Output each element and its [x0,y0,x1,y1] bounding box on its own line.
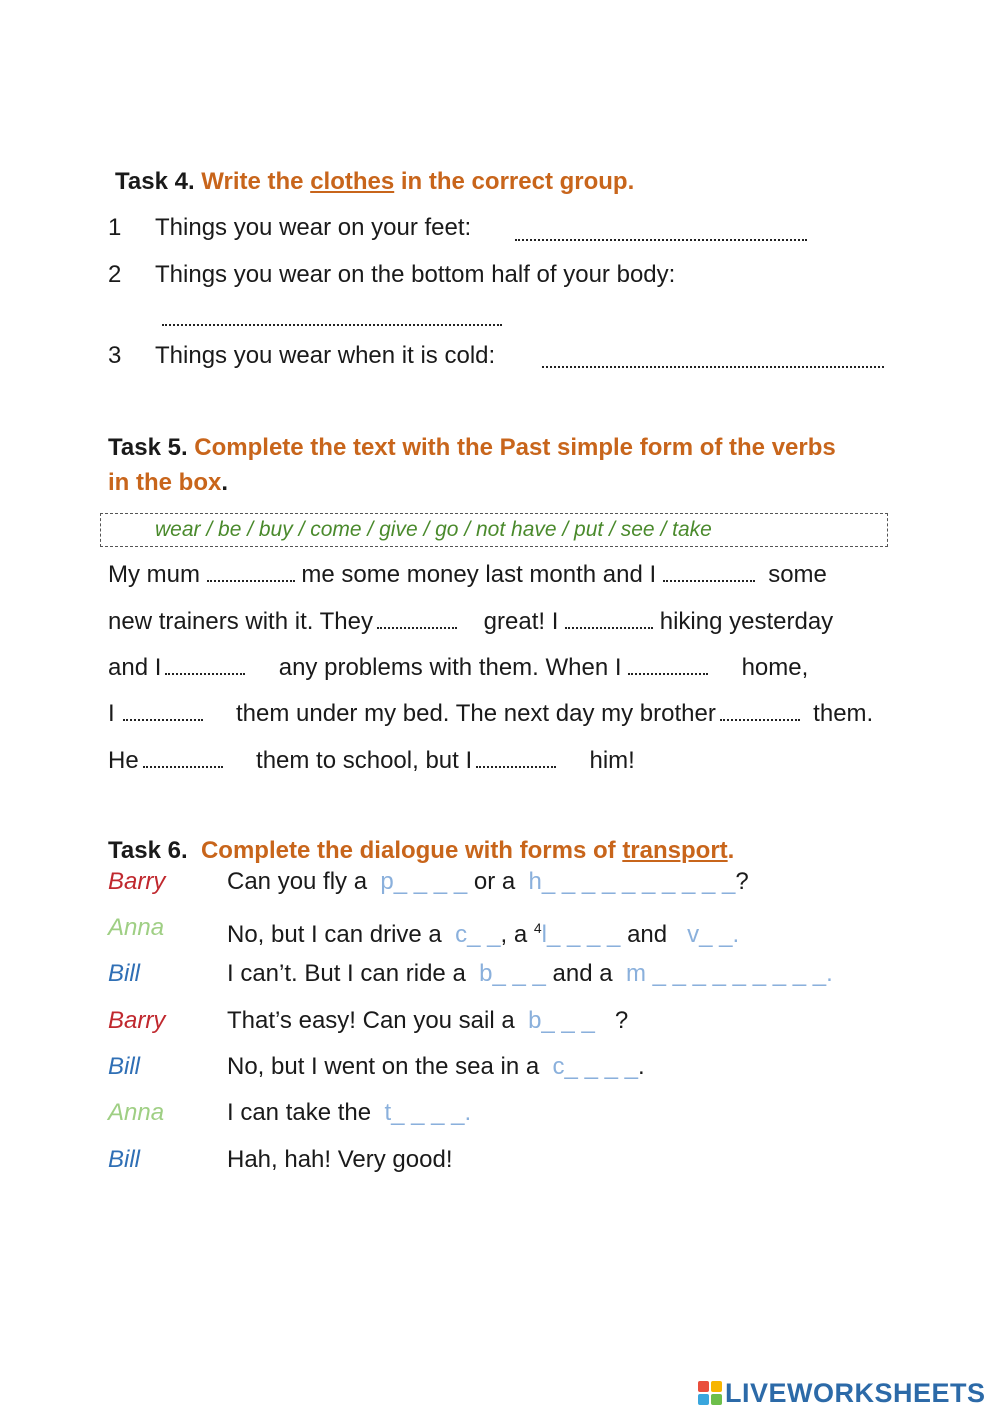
answer-field-car[interactable]: c_ _ [455,921,501,948]
item-text: Things you wear on your feet: [155,214,472,241]
text: I can’t. But I can ride a [227,960,466,987]
verb-blank-6[interactable] [628,657,708,675]
item-text: Things you wear when it is cold: [155,342,496,369]
verb-blank-10[interactable] [476,750,556,768]
answer-field-van[interactable]: v_ _. [687,921,740,948]
dialogue-line-6 [227,1098,471,1128]
task6-keyword: transport [622,837,728,864]
task5-instruction: Complete the text with the Past simple form of the verbs [194,434,836,461]
logo-text: LIVEWORKSHEETS [725,1377,986,1408]
task5-text-line-2 [108,607,833,637]
period: . [727,837,735,864]
speaker-bill: Bill [108,960,141,987]
text: He [108,747,139,774]
verb-blank-9[interactable] [143,750,223,768]
answer-field-motorbike[interactable]: m _ _ _ _ _ _ _ _ _. [625,960,833,987]
text: them. [813,700,874,727]
text: hiking yesterday [659,608,834,635]
verb-blank-1[interactable] [207,564,295,582]
speaker-barry: Barry [108,1007,166,1034]
verb-blank-7[interactable] [123,703,203,721]
task5-text-line-3 [108,653,808,683]
period: . [221,469,229,496]
task5-heading-line2 [108,468,228,498]
verb-blank-3[interactable] [377,611,457,629]
task5-instruction-cont: in the box [108,469,222,496]
dialogue-line-4 [227,1006,628,1036]
answer-field-feet[interactable] [515,239,807,241]
text: and I [108,654,162,681]
text: them to school, but I [256,747,473,774]
liveworksheets-logo [698,1376,986,1410]
text: Hah, hah! Very good! [227,1146,453,1173]
text: No, but I went on the sea in a [227,1053,540,1080]
text: him! [589,747,635,774]
task5-text-line-4 [108,699,873,729]
answer-field-train[interactable]: t_ _ _ _. [384,1099,472,1126]
task5-heading [108,433,836,463]
answer-field-bike[interactable]: b_ _ _ [479,960,546,987]
task4-label: Task 4. [115,168,195,195]
text: home, [741,654,809,681]
dialogue-line-2 [227,913,739,950]
text: . [637,1053,645,1080]
dialogue-line-7 [227,1145,453,1175]
task5-label: Task 5. [108,434,188,461]
answer-field-cold[interactable] [542,366,884,368]
answer-field-plane[interactable]: p_ _ _ _ [380,868,468,895]
answer-field-bottom-half[interactable] [162,324,502,326]
task4-heading [115,167,634,197]
text: or a [473,868,516,895]
text: new trainers with it. They [108,608,373,635]
text: ? [614,1007,629,1034]
answer-field-boat[interactable]: b_ _ _ [528,1007,595,1034]
task5-text-line-5 [108,746,635,776]
text: and a [552,960,613,987]
task6-instruction: Complete the dialogue with forms of [200,837,616,864]
logo-icon [698,1381,722,1405]
text: me some money last month and I [301,561,657,588]
text: No, but I can drive a [227,921,442,948]
item-number: 1 [108,214,122,241]
text: ? [735,868,749,895]
task6-heading [108,836,734,866]
task6-label: Task 6. [108,837,188,864]
text: some [768,561,827,588]
answer-field-lorry[interactable]: l_ _ _ _ [541,921,621,948]
speaker-bill: Bill [108,1053,141,1080]
answer-field-canoe[interactable]: c_ _ _ _ [552,1053,638,1080]
dialogue-line-5 [227,1052,645,1082]
task4-keyword: clothes [310,168,395,195]
item-number: 3 [108,342,122,369]
text: Can you fly a [227,868,368,895]
verb-blank-4[interactable] [565,611,653,629]
text: That’s easy! Can you sail a [227,1007,515,1034]
text: and [627,921,668,948]
speaker-anna: Anna [108,914,165,941]
text: them under my bed. The next day my brother [236,700,716,727]
footnote-number: 4 [533,920,542,936]
item-text: Things you wear on the bottom half of your body: [155,261,676,288]
dialogue-line-1 [227,867,749,897]
text: any problems with them. When I [278,654,622,681]
verb-blank-5[interactable] [165,657,245,675]
speaker-barry: Barry [108,868,166,895]
text: I [108,700,115,727]
verb-list: wear / be / buy / come / give / go / not have / put / see / take [155,518,712,541]
speaker-bill: Bill [108,1146,141,1173]
verb-box [100,513,888,547]
task5-text-line-1 [108,560,827,590]
text: great! I [483,608,559,635]
item-number: 2 [108,261,122,288]
dialogue-line-3 [227,959,833,989]
text: , a [500,921,528,948]
verb-blank-2[interactable] [663,564,755,582]
speaker-anna: Anna [108,1099,165,1126]
text: I can take the [227,1099,372,1126]
verb-blank-8[interactable] [720,703,800,721]
text: My mum [108,561,200,588]
answer-field-helicopter[interactable]: h_ _ _ _ _ _ _ _ _ _ [528,868,736,895]
task4-instruction-pre: Write the [201,168,304,195]
task4-instruction-post: in the correct group. [400,168,635,195]
